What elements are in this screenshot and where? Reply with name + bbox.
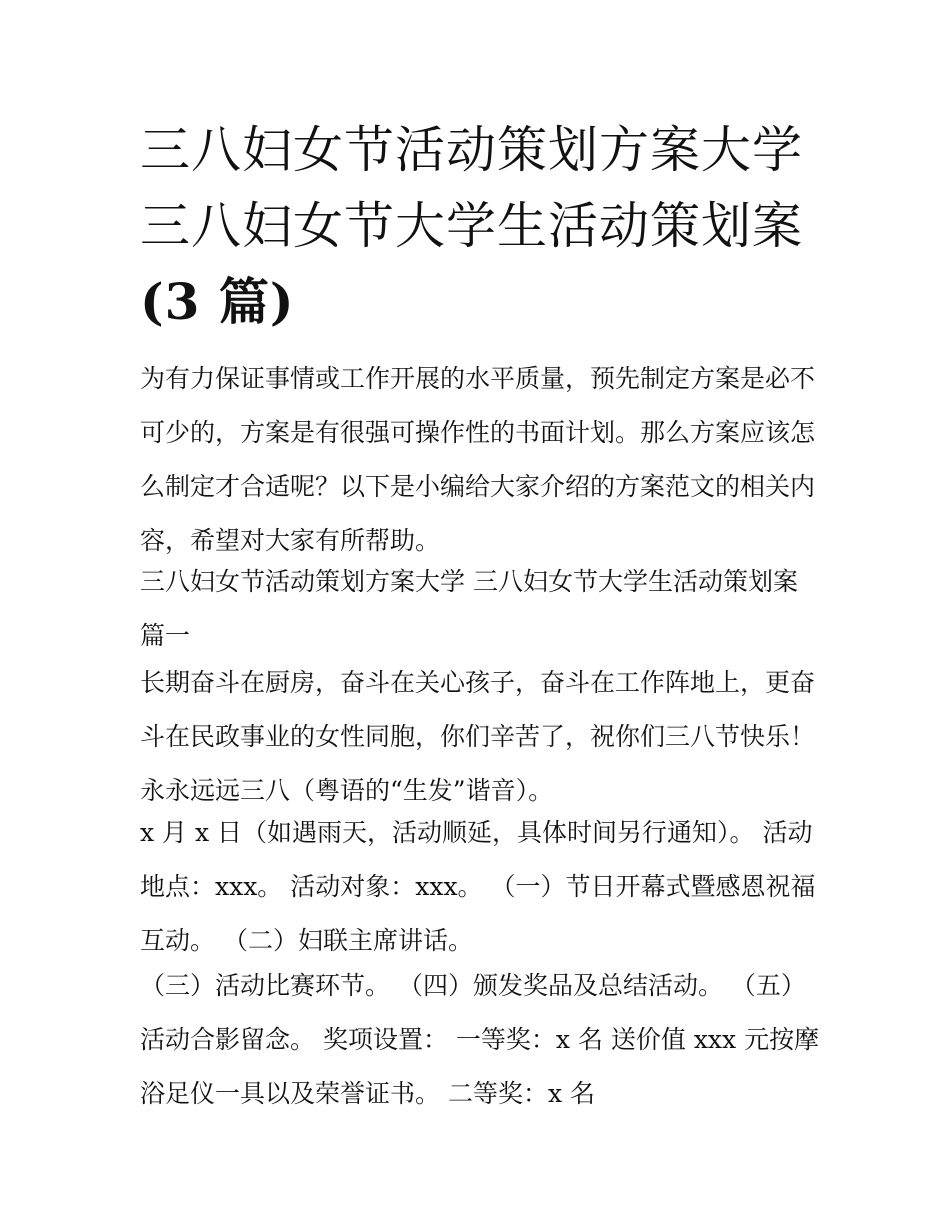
section-heading [140, 555, 820, 663]
title-line-3: (3 篇) [140, 272, 295, 331]
paragraph-3-line-1: （三）活动比赛环节。 （四）颁发奖品及总结活动。 （五） [140, 971, 806, 1000]
paragraph-2-line-1: x 月 x 日（如遇雨天，活动顺延，具体时间另行通知）。 活动 [140, 818, 813, 847]
title-line-1: 三八妇女节活动策划方案大学 [140, 121, 803, 179]
paragraph-1 [140, 656, 820, 818]
intro-line-3: 么制定才合适呢？以下是小编给大家介绍的方案范文的相关内 [140, 472, 816, 501]
paragraph-3 [140, 959, 820, 1121]
paragraph-1-line-2: 斗在民政事业的女性同胞，你们辛苦了，祝你们三八节快乐！ [140, 722, 816, 751]
paragraph-2 [140, 806, 820, 968]
document-title [140, 112, 820, 340]
paragraph-3-line-3: 浴足仪一具以及荣誉证书。 二等奖：x 名 [140, 1079, 595, 1108]
intro-line-4: 容，希望对大家有所帮助。 [140, 526, 441, 555]
paragraph-1-line-3: 永永远远三八（粤语的“生发”谐音）。 [140, 776, 554, 805]
paragraph-2-line-3: 互动。 （二）妇联主席讲话。 [140, 926, 473, 955]
paragraph-1-line-1: 长期奋斗在厨房，奋斗在关心孩子，奋斗在工作阵地上，更奋 [140, 668, 816, 697]
intro-line-2: 可少的，方案是有很强可操作性的书面计划。那么方案应该怎 [140, 418, 816, 447]
intro-line-1: 为有力保证事情或工作开展的水平质量，预先制定方案是必不 [140, 364, 816, 393]
paragraph-2-line-2: 地点：xxx。 活动对象：xxx。 （一）节日开幕式暨感恩祝福 [140, 872, 816, 901]
section-heading-line-1: 三八妇女节活动策划方案大学 三八妇女节大学生活动策划案 [140, 567, 798, 596]
intro-paragraph [140, 352, 820, 568]
paragraph-3-line-2: 活动合影留念。 奖项设置： 一等奖：x 名 送价值 xxx 元按摩 [140, 1025, 820, 1054]
title-line-2: 三八妇女节大学生活动策划案 [140, 197, 803, 255]
section-heading-line-2: 篇一 [140, 621, 191, 650]
